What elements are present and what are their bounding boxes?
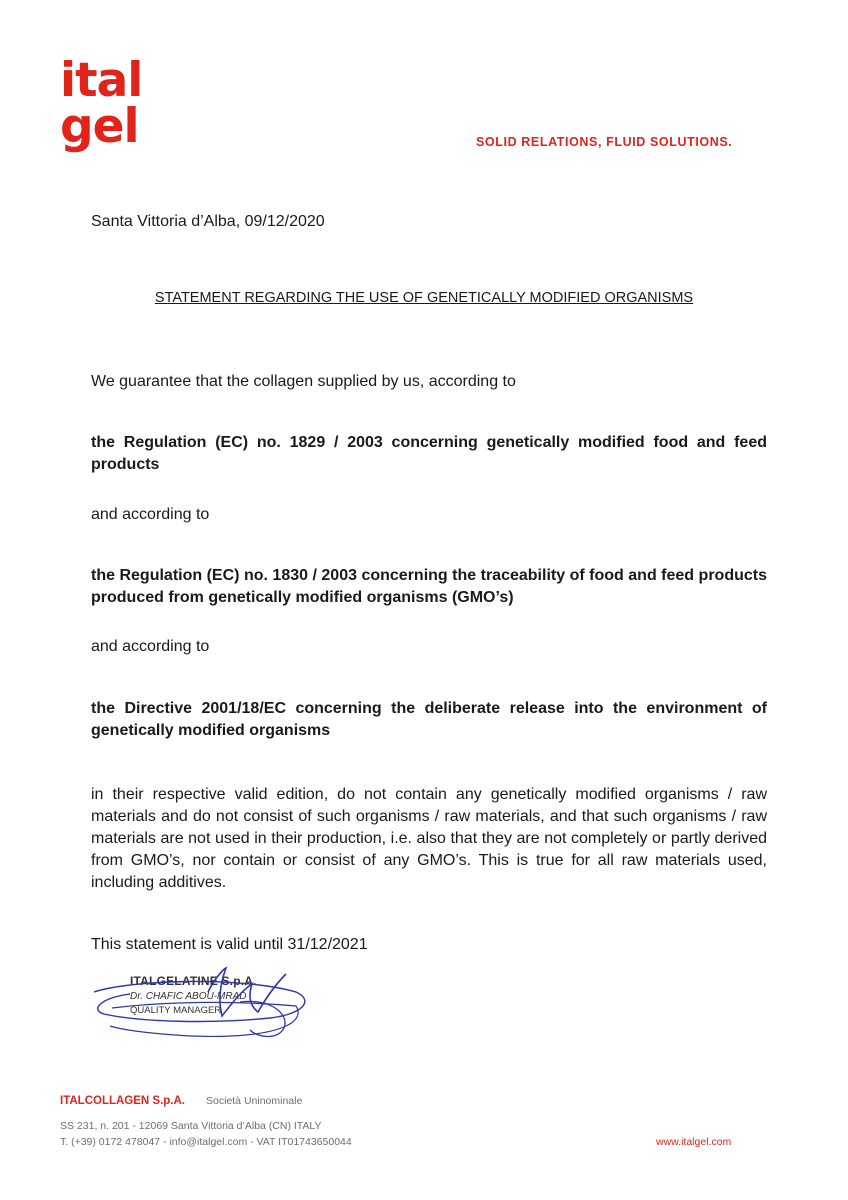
place-date: Santa Vittoria d’Alba, 09/12/2020 xyxy=(91,213,325,230)
intro-text: We guarantee that the collagen supplied by us, according to xyxy=(91,373,516,390)
footer-contacts: T. (+39) 0172 478047 - info@italgel.com - VAT IT01743650044 xyxy=(60,1136,352,1148)
footer-website-link[interactable]: www.italgel.com xyxy=(656,1136,732,1148)
signature-scribble-icon xyxy=(90,962,320,1044)
statement-body: in their respective valid edition, do not contain any genetically modified organisms / raw materials and do not consist of such organisms / raw materials, and that such organisms / raw materials are not used in their production, i.e. also that they are not completely or partly derived from GMO’s, nor contain or consist of any GMO’s. This is true for all raw materials used, including additives. xyxy=(91,786,767,891)
tagline: SOLID RELATIONS, FLUID SOLUTIONS. xyxy=(476,135,733,149)
stamp-company: ITALGELATINE S.p.A. xyxy=(130,974,257,988)
regulation-1829: the Regulation (EC) no. 1829 / 2003 concerning genetically modified food and feed products xyxy=(91,434,767,473)
footer-company-note: Società Uninominale xyxy=(206,1095,303,1107)
italgel-logo xyxy=(60,53,150,162)
footer-address: SS 231, n. 201 - 12069 Santa Vittoria d’Alba (CN) ITALY xyxy=(60,1120,322,1132)
regulation-1830: the Regulation (EC) no. 1830 / 2003 concerning the traceability of food and feed products produced from genetically modified organisms (GMO’s) xyxy=(91,567,767,606)
and-according-2: and according to xyxy=(91,638,210,655)
signature-stamp xyxy=(90,962,320,1044)
document-title: STATEMENT REGARDING THE USE OF GENETICALLY MODIFIED ORGANISMS xyxy=(154,290,694,306)
logo-line-2: gel xyxy=(60,99,139,154)
logo-line-1: ital xyxy=(60,53,143,108)
directive-2001-18: the Directive 2001/18/EC concerning the deliberate release into the environment of genetically modified organisms xyxy=(91,700,767,739)
stamp-name: Dr. CHAFIC ABOU-MRAD xyxy=(130,991,247,1002)
stamp-role: QUALITY MANAGER xyxy=(130,1005,222,1016)
footer-company: ITALCOLLAGEN S.p.A. xyxy=(60,1095,186,1107)
validity-text: This statement is valid until 31/12/2021 xyxy=(91,936,368,953)
and-according-1: and according to xyxy=(91,506,210,523)
